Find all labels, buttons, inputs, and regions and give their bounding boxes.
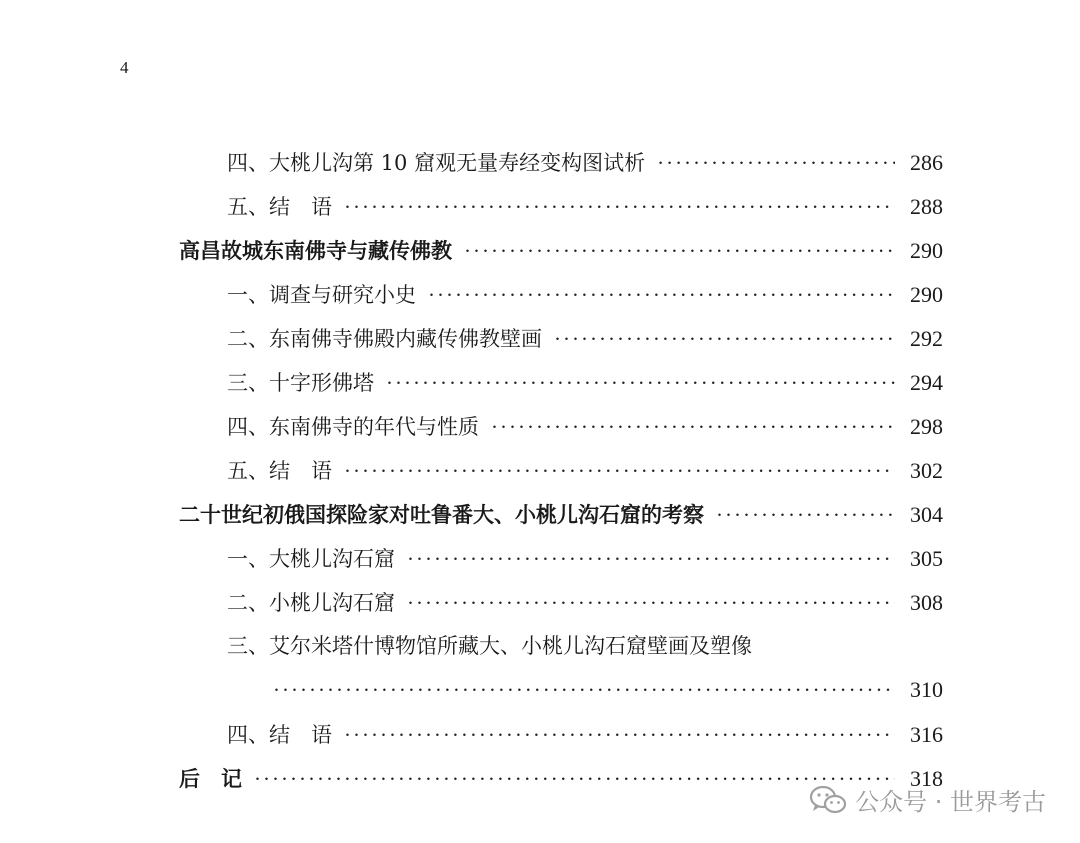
dot-leader [344,720,895,750]
watermark [809,782,1046,817]
toc-entry-title: 四、结 语 [227,723,332,747]
toc-entry-page: 304 [910,502,943,527]
toc-entry[interactable] [227,720,943,750]
watermark-text: 公众号 · 世界考古 [855,788,1046,816]
toc-entry[interactable] [227,544,943,574]
dot-leader [554,324,895,354]
toc-entry[interactable] [227,280,943,310]
toc-chapter[interactable] [179,500,943,530]
dot-leader [407,588,895,618]
toc-entry[interactable] [227,588,943,618]
toc-entry[interactable] [227,412,943,442]
toc-entry-title: 四、东南佛寺的年代与性质 [227,415,479,439]
page-number: 4 [120,58,129,77]
toc-entry[interactable] [227,456,943,486]
toc-entry-page: 305 [910,546,943,571]
toc-entry-page: 310 [910,677,943,702]
dot-leader [273,675,895,705]
toc-entry[interactable] [227,368,943,398]
toc-entry-page: 316 [910,722,943,747]
toc-entry-page: 294 [910,370,943,395]
toc-entry[interactable] [227,324,943,354]
toc-entry-page: 308 [910,590,943,615]
toc-entry-title: 一、调查与研究小史 [227,283,416,307]
dot-leader [254,764,895,794]
toc-entry-title: 三、十字形佛塔 [227,371,374,395]
toc-entry-title: 四、大桃儿沟第 10 窟观无量寿经变构图试析 [227,151,646,175]
toc-entry-continuation[interactable] [273,675,943,705]
toc-entry[interactable] [227,192,943,222]
dot-leader [716,500,895,530]
toc-entry[interactable] [227,148,943,178]
toc-entry-title[interactable]: 三、艾尔米塔什博物馆所藏大、小桃儿沟石窟壁画及塑像 [227,634,752,658]
dot-leader [407,544,895,574]
toc-entry-title: 二、小桃儿沟石窟 [227,591,395,615]
toc-entry-page: 290 [910,282,943,307]
toc-entry-title: 五、结 语 [227,459,332,483]
toc-entry-page: 290 [910,238,943,263]
toc-entry-page: 302 [910,458,943,483]
dot-leader [464,236,895,266]
toc-entry-page: 292 [910,326,943,351]
toc-chapter[interactable] [179,236,943,266]
toc-entry-title: 二、东南佛寺佛殿内藏传佛教壁画 [227,327,542,351]
toc-entry-title: 一、大桃儿沟石窟 [227,547,395,571]
wechat-icon [809,785,847,815]
dot-leader [657,148,895,178]
toc-chapter-title: 后 记 [179,767,242,791]
dot-leader [386,368,895,398]
dot-leader [428,280,895,310]
toc-entry-title: 五、结 语 [227,195,332,219]
toc-entry-page: 288 [910,194,943,219]
toc-entry-page: 298 [910,414,943,439]
dot-leader [491,412,895,442]
toc-chapter-title: 高昌故城东南佛寺与藏传佛教 [179,239,452,263]
toc-entry-page: 286 [910,150,943,175]
dot-leader [344,192,895,222]
toc-chapter-title: 二十世纪初俄国探险家对吐鲁番大、小桃儿沟石窟的考察 [179,503,704,527]
toc-entry-page: 318 [910,766,943,791]
dot-leader [344,456,895,486]
